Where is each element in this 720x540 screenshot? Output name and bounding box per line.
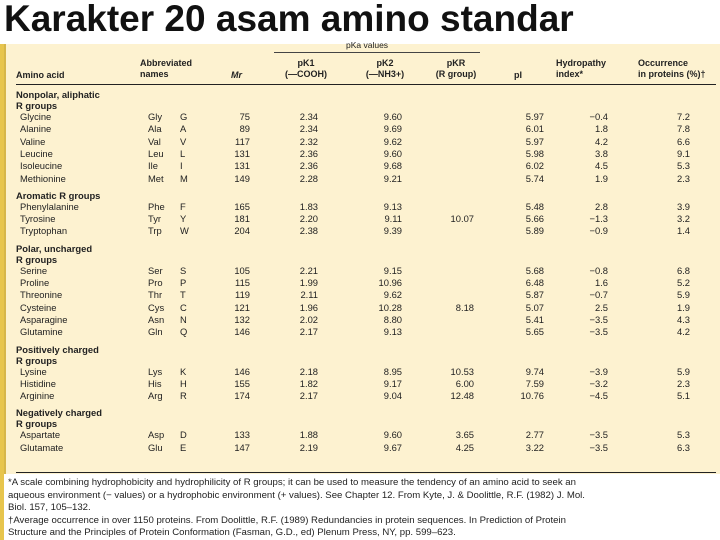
hydropathy-value: −0.9 xyxy=(589,225,608,237)
col-header-pk1-2: (—COOH) xyxy=(285,69,327,79)
pk2-value: 9.04 xyxy=(383,390,402,402)
pi-value: 10.76 xyxy=(520,390,544,402)
col-header-pi: pI xyxy=(514,70,522,80)
slide-title: Karakter 20 asam amino standar xyxy=(4,0,574,39)
pk1-value: 2.28 xyxy=(299,172,318,184)
group-label: Negatively charged xyxy=(16,407,102,419)
pk1-value: 1.88 xyxy=(299,429,318,441)
mr-value: 146 xyxy=(234,326,250,338)
abbrev-3: Ile xyxy=(148,160,158,172)
col-header-pk1-1: pK1 xyxy=(297,58,315,68)
bottom-rule xyxy=(16,472,716,473)
hydropathy-value: 1.6 xyxy=(594,277,608,288)
pi-value: 3.22 xyxy=(525,441,544,453)
col-header-pkr-2: (R group) xyxy=(435,69,477,79)
pi-value: 5.97 xyxy=(525,135,544,147)
amino-acid-name: Serine xyxy=(20,264,48,276)
occurrence-value: 3.9 xyxy=(676,200,690,212)
pk1-value: 1.96 xyxy=(299,301,318,313)
amino-acid-name: Asparagine xyxy=(20,313,68,325)
pk2-value: 9.60 xyxy=(383,429,402,441)
abbrev-3: Pro xyxy=(148,277,163,288)
abbrev-1: A xyxy=(180,123,187,135)
hydropathy-value: 2.5 xyxy=(594,301,608,313)
hydropathy-value: −0.8 xyxy=(589,264,608,276)
mr-value: 89 xyxy=(239,123,250,135)
abbrev-3: Tyr xyxy=(148,213,162,225)
pi-value: 6.01 xyxy=(525,123,544,135)
abbrev-1: R xyxy=(180,390,187,402)
pkr-value: 10.53 xyxy=(450,365,474,377)
pk2-value: 9.21 xyxy=(383,172,402,184)
pk2-value: 10.28 xyxy=(378,301,402,313)
abbrev-1: V xyxy=(180,135,187,147)
pi-value: 5.07 xyxy=(525,301,544,313)
pk1-value: 2.36 xyxy=(299,147,318,159)
pk1-value: 2.18 xyxy=(299,365,318,377)
pk2-value: 9.67 xyxy=(383,441,402,453)
hydropathy-value: 4.5 xyxy=(594,160,608,172)
pi-value: 7.59 xyxy=(525,377,544,389)
amino-acid-name: Phenylalanine xyxy=(20,200,79,212)
abbrev-1: H xyxy=(180,377,187,389)
abbrev-3: Gln xyxy=(148,326,163,338)
group-label: Nonpolar, aliphatic xyxy=(16,89,100,100)
hydropathy-value: 4.2 xyxy=(594,135,608,147)
pi-value: 5.68 xyxy=(525,264,544,276)
pk2-value: 9.13 xyxy=(383,326,402,338)
pk1-value: 2.21 xyxy=(299,264,318,276)
amino-acid-name: Tryptophan xyxy=(20,225,68,237)
occurrence-value: 7.2 xyxy=(676,111,690,122)
occurrence-value: 2.3 xyxy=(676,172,690,184)
group-label: R groups xyxy=(16,354,58,366)
pi-value: 5.98 xyxy=(525,147,544,159)
pk2-value: 9.17 xyxy=(383,377,402,389)
pkr-value: 8.18 xyxy=(455,301,474,313)
col-header-pk2-2: (—NH3+) xyxy=(365,69,405,79)
hydropathy-value: 2.8 xyxy=(594,200,608,212)
pk1-value: 2.02 xyxy=(299,313,318,325)
hydropathy-value: −3.2 xyxy=(589,377,608,389)
mr-value: 119 xyxy=(235,289,250,301)
amino-acid-name: Proline xyxy=(20,277,50,288)
pi-value: 6.02 xyxy=(525,160,544,172)
pkr-value: 12.48 xyxy=(450,390,474,402)
footnote-line: †Average occurrence in over 1150 proteins. From Doolittle, R.F. (1989) Redundancies in protein sequences. In Prediction of Protein xyxy=(8,514,566,526)
pkr-value: 4.25 xyxy=(455,441,474,453)
occurrence-value: 4.3 xyxy=(676,313,690,325)
abbrev-3: Cys xyxy=(148,301,165,313)
hydropathy-value: −4.5 xyxy=(589,390,608,402)
pk2-value: 9.15 xyxy=(383,264,402,276)
hydropathy-value: −0.7 xyxy=(589,289,608,301)
abbrev-1: N xyxy=(180,313,187,325)
occurrence-value: 7.8 xyxy=(676,123,690,135)
abbrev-1: K xyxy=(180,365,187,377)
pk1-value: 2.32 xyxy=(299,135,318,147)
occurrence-value: 5.9 xyxy=(676,365,690,377)
abbrev-3: Ala xyxy=(148,123,162,135)
pk2-value: 9.11 xyxy=(384,213,402,225)
pk1-value: 1.83 xyxy=(299,200,318,212)
amino-acid-name: Histidine xyxy=(20,377,56,389)
occurrence-value: 5.2 xyxy=(676,277,690,288)
group-label: Aromatic R groups xyxy=(16,189,101,201)
pk1-value: 2.34 xyxy=(299,111,318,122)
mr-value: 147 xyxy=(234,441,250,453)
pk1-value: 2.20 xyxy=(299,213,318,225)
amino-acid-name: Glutamate xyxy=(20,441,64,453)
hydropathy-value: −3.5 xyxy=(589,313,608,325)
pk2-value: 10.96 xyxy=(378,277,402,288)
abbrev-3: Lys xyxy=(148,365,163,377)
amino-acid-name: Glycine xyxy=(20,111,52,122)
amino-acid-name: Aspartate xyxy=(20,429,61,441)
occurrence-value: 6.3 xyxy=(676,441,690,453)
pk2-value: 9.39 xyxy=(383,225,402,237)
abbrev-3: Trp xyxy=(148,225,162,237)
amino-acid-name: Arginine xyxy=(20,390,55,402)
abbrev-1: G xyxy=(180,111,188,122)
pka-bracket-line xyxy=(274,52,480,53)
footnote-line: aqueous environment (− values) or a hydrophobic environment (+ values). See Chapter 12. From Kyte, J. & Doolittle, R.F. (1982) J. Mol. xyxy=(8,489,585,501)
occurrence-value: 1.4 xyxy=(676,225,690,237)
mr-value: 181 xyxy=(234,213,250,225)
pk1-value: 2.17 xyxy=(299,390,318,402)
pi-value: 5.89 xyxy=(525,225,544,237)
mr-value: 204 xyxy=(234,225,250,237)
pk2-value: 9.60 xyxy=(383,111,402,122)
abbrev-1: W xyxy=(180,225,189,237)
pk2-value: 9.68 xyxy=(383,160,402,172)
pk2-value: 9.62 xyxy=(383,289,402,301)
pi-value: 5.97 xyxy=(525,111,544,122)
mr-value: 149 xyxy=(234,172,250,184)
abbrev-1: Y xyxy=(180,213,187,225)
hydropathy-value: −0.4 xyxy=(589,111,608,122)
mr-value: 105 xyxy=(234,264,250,276)
mr-value: 132 xyxy=(234,313,250,325)
mr-value: 174 xyxy=(234,390,250,402)
pk1-value: 1.82 xyxy=(299,377,318,389)
mr-value: 133 xyxy=(234,429,250,441)
pk2-value: 9.13 xyxy=(383,200,402,212)
col-header-hydropathy-2: index* xyxy=(556,69,584,79)
header-rule xyxy=(16,84,716,85)
occurrence-value: 6.6 xyxy=(676,135,690,147)
col-header-abbrev-2: names xyxy=(140,69,169,79)
amino-acid-name: Lysine xyxy=(20,365,47,377)
abbrev-3: Asn xyxy=(148,313,165,325)
occurrence-value: 1.9 xyxy=(676,301,690,313)
pkr-value: 6.00 xyxy=(455,377,474,389)
abbrev-3: Met xyxy=(148,172,164,184)
group-label: R groups xyxy=(16,418,58,430)
pi-value: 2.77 xyxy=(525,429,544,441)
footnote-line: Structure and the Principles of Protein Conformation (Fasman, G.D., ed) Plenum Press, NY, pp. 599–623. xyxy=(8,527,456,538)
occurrence-value: 5.3 xyxy=(676,160,690,172)
pk1-value: 1.99 xyxy=(299,277,318,288)
amino-acid-name: Tyrosine xyxy=(20,213,56,225)
abbrev-1: L xyxy=(180,147,186,159)
abbrev-3: Gly xyxy=(148,111,163,122)
pk2-value: 9.69 xyxy=(383,123,402,135)
pk2-value: 9.60 xyxy=(383,147,402,159)
abbrev-3: Arg xyxy=(148,390,163,402)
pk1-value: 2.19 xyxy=(299,441,318,453)
footnote-line: Biol. 157, 105–132. xyxy=(8,502,91,513)
abbrev-3: His xyxy=(148,377,162,389)
mr-value: 121 xyxy=(234,301,250,313)
abbrev-3: Glu xyxy=(148,441,163,453)
hydropathy-value: −3.5 xyxy=(589,441,608,453)
group-label: R groups xyxy=(16,253,58,265)
abbrev-1: M xyxy=(180,172,188,184)
col-header-pk2-1: pK2 xyxy=(376,58,394,68)
abbrev-3: Thr xyxy=(148,289,163,301)
pkr-value: 3.65 xyxy=(455,429,474,441)
hydropathy-value: −3.5 xyxy=(589,326,608,338)
mr-value: 155 xyxy=(234,377,250,389)
col-header-occurrence-2: in proteins (%)† xyxy=(638,69,706,79)
occurrence-value: 4.2 xyxy=(676,326,690,338)
pi-value: 5.48 xyxy=(525,200,544,212)
hydropathy-value: 1.8 xyxy=(594,123,608,135)
pkr-value: 10.07 xyxy=(450,213,474,225)
mr-value: 75 xyxy=(239,111,250,122)
footnote-line: *A scale combining hydrophobicity and hydrophilicity of R groups; it can be used to measure the tendency of an amino acid to seek an xyxy=(8,477,576,488)
amino-acid-table xyxy=(4,40,720,474)
pi-value: 5.41 xyxy=(525,313,544,325)
amino-acid-name: Alanine xyxy=(20,123,52,135)
amino-acid-name: Isoleucine xyxy=(20,160,63,172)
group-label: R groups xyxy=(16,100,58,111)
mr-value: 146 xyxy=(234,365,250,377)
col-header-pkr-1: pKR xyxy=(446,58,466,68)
pk1-value: 2.11 xyxy=(300,289,318,301)
pk2-value: 8.80 xyxy=(383,313,402,325)
pi-value: 6.48 xyxy=(525,277,544,288)
occurrence-value: 5.9 xyxy=(676,289,690,301)
group-label: Polar, uncharged xyxy=(16,242,93,254)
occurrence-value: 2.3 xyxy=(676,377,690,389)
pk2-value: 8.95 xyxy=(383,365,402,377)
occurrence-value: 9.1 xyxy=(676,147,690,159)
mr-value: 117 xyxy=(235,135,250,147)
pi-value: 5.65 xyxy=(525,326,544,338)
occurrence-value: 5.3 xyxy=(676,429,690,441)
abbrev-3: Asp xyxy=(148,429,165,441)
pk1-value: 2.38 xyxy=(299,225,318,237)
occurrence-value: 6.8 xyxy=(676,264,690,276)
group-label: Positively charged xyxy=(16,343,99,355)
abbrev-3: Val xyxy=(148,135,161,147)
mr-value: 165 xyxy=(234,200,250,212)
col-header-hydropathy-1: Hydropathy xyxy=(556,58,607,68)
amino-acid-name: Threonine xyxy=(20,289,63,301)
abbrev-1: D xyxy=(180,429,187,441)
occurrence-value: 3.2 xyxy=(676,213,690,225)
amino-acid-name: Cysteine xyxy=(20,301,57,313)
abbrev-3: Ser xyxy=(148,264,163,276)
abbrev-1: P xyxy=(180,277,187,288)
footnotes xyxy=(8,477,718,540)
amino-acid-name: Glutamine xyxy=(20,326,63,338)
hydropathy-value: 3.8 xyxy=(594,147,608,159)
occurrence-value: 5.1 xyxy=(676,390,690,402)
pk1-value: 2.34 xyxy=(299,123,318,135)
pi-value: 9.74 xyxy=(525,365,544,377)
col-header-abbrev-1: Abbreviated xyxy=(140,58,193,68)
abbrev-1: S xyxy=(180,264,187,276)
col-header-mr: Mr xyxy=(231,70,242,80)
hydropathy-value: −3.5 xyxy=(589,429,608,441)
amino-acid-name: Leucine xyxy=(20,147,53,159)
pi-value: 5.66 xyxy=(525,213,544,225)
amino-acid-name: Valine xyxy=(20,135,46,147)
hydropathy-value: −3.9 xyxy=(589,365,608,377)
mr-value: 131 xyxy=(234,160,250,172)
pi-value: 5.74 xyxy=(525,172,544,184)
pk2-value: 9.62 xyxy=(383,135,402,147)
abbrev-1: T xyxy=(180,289,186,301)
amino-acid-name: Methionine xyxy=(20,172,66,184)
pka-values-header: pKa values xyxy=(346,40,389,50)
pk1-value: 2.17 xyxy=(299,326,318,338)
abbrev-1: Q xyxy=(180,326,188,338)
col-header-amino-acid: Amino acid xyxy=(16,70,65,80)
pi-value: 5.87 xyxy=(525,289,544,301)
hydropathy-value: 1.9 xyxy=(594,172,608,184)
mr-value: 115 xyxy=(235,277,250,288)
mr-value: 131 xyxy=(234,147,250,159)
abbrev-1: I xyxy=(180,160,183,172)
abbrev-1: E xyxy=(180,441,187,453)
col-header-occurrence-1: Occurrence xyxy=(638,58,689,68)
abbrev-3: Leu xyxy=(148,147,164,159)
abbrev-1: F xyxy=(180,200,186,212)
hydropathy-value: −1.3 xyxy=(589,213,608,225)
abbrev-1: C xyxy=(180,301,187,313)
pk1-value: 2.36 xyxy=(299,160,318,172)
abbrev-3: Phe xyxy=(148,200,165,212)
